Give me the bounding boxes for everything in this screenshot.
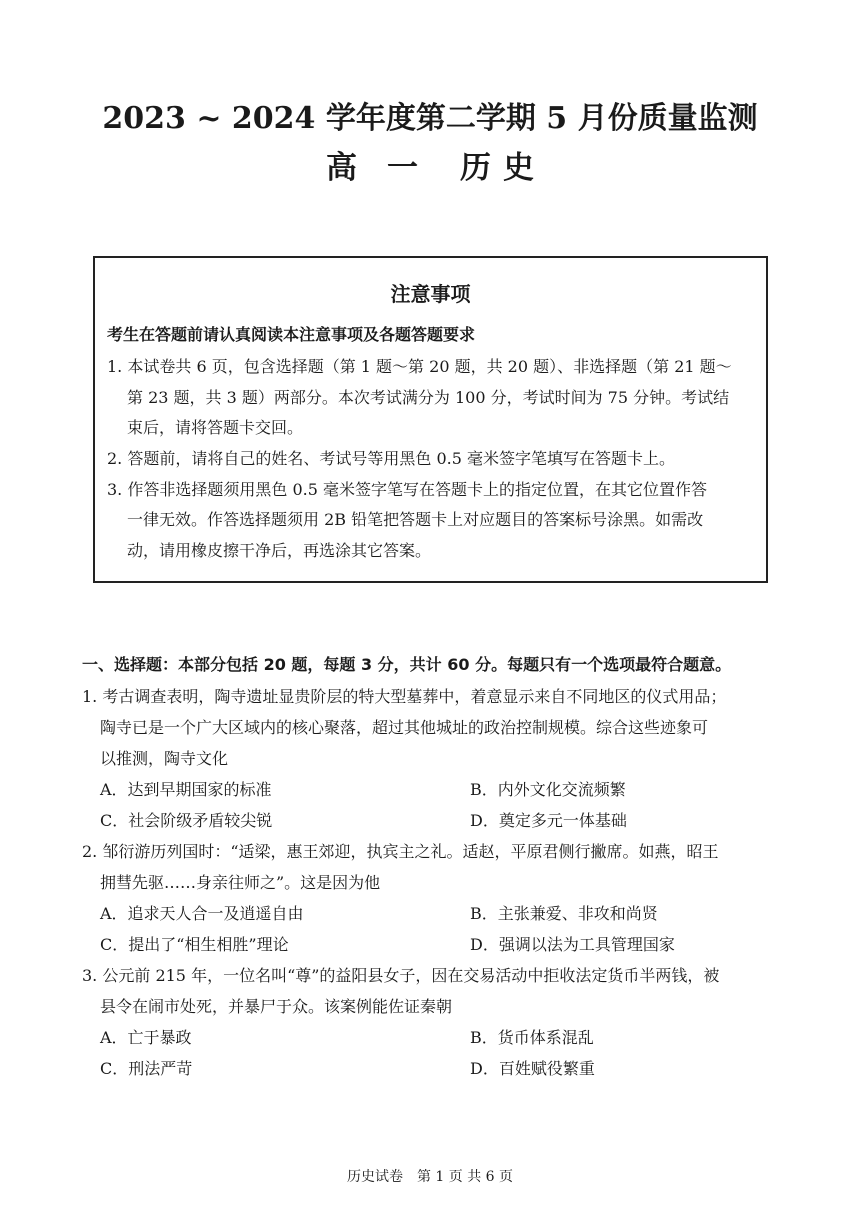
notice-box (93, 256, 768, 583)
question-2-option-c: C．提出了“相生相胜”理论 (100, 935, 289, 954)
question-1-line-2: 陶寺已是一个广大区域内的核心聚落，超过其他城址的政治控制规模。综合这些迹象可 (100, 718, 709, 737)
exam-title: 2023 ~ 2024 学年度第二学期 5 月份质量监测 (102, 101, 758, 136)
question-2-option-a: A．追求天人合一及逍遥自由 (100, 904, 304, 923)
section-heading: 一、选择题：本部分包括 20 题，每题 3 分，共计 60 分。每题只有一个选项最符合题意。 (82, 655, 732, 674)
question-1-option-d: D．奠定多元一体基础 (470, 811, 627, 830)
notice-line-7: 动，请用橡皮擦干净后，再选涂其它答案。 (127, 541, 432, 560)
question-3-option-c: C．刑法严苛 (100, 1059, 193, 1078)
notice-line-5: 3. 作答非选择题须用黑色 0.5 毫米签字笔写在答题卡上的指定位置，在其它位置作答 (107, 480, 707, 499)
notice-line-1: 1. 本试卷共 6 页，包含选择题（第 1 题～第 20 题，共 20 题）、非选择题（第 21 题～ (107, 357, 732, 376)
question-1-option-b: B．内外文化交流频繁 (470, 780, 626, 799)
question-3-option-b: B．货币体系混乱 (470, 1028, 594, 1047)
question-3-option-a: A．亡于暴政 (100, 1028, 192, 1047)
notice-heading: 注意事项 (390, 282, 471, 306)
question-1-option-a: A．达到早期国家的标准 (100, 780, 272, 799)
notice-line-6: 一律无效。作答选择题须用 2B 铅笔把答题卡上对应题目的答案标号涂黑。如需改 (127, 510, 704, 529)
subtitle-char-1: 高 (326, 150, 357, 186)
question-2-option-b: B．主张兼爱、非攻和尚贤 (470, 904, 658, 923)
notice-line-4: 2. 答题前，请将自己的姓名、考试号等用黑色 0.5 毫米签字笔填写在答题卡上。 (107, 449, 675, 468)
notice-lead: 考生在答题前请认真阅读本注意事项及各题答题要求 (107, 325, 476, 344)
question-3-line-2: 县令在闹市处死，并暴尸于众。该案例能佐证秦朝 (100, 997, 453, 1016)
subtitle-char-2: 一 (387, 150, 418, 186)
notice-line-2: 第 23 题，共 3 题）两部分。本次考试满分为 100 分，考试时间为 75 分钟。考试结 (127, 388, 730, 407)
subtitle-char-3: 历 (460, 150, 491, 186)
question-1-line-1: 1. 考古调查表明，陶寺遗址显贵阶层的特大型墓葬中，着意显示来自不同地区的仪式用品； (82, 687, 727, 706)
question-3-line-1: 3. 公元前 215 年，一位名叫“尊”的益阳县女子，因在交易活动中拒收法定货币半两钱，被 (82, 966, 720, 985)
question-2-line-2: 拥彗先驱……身亲往师之”。这是因为他 (100, 873, 381, 892)
question-1-line-3: 以推测，陶寺文化 (100, 749, 229, 768)
question-2-option-d: D．强调以法为工具管理国家 (470, 935, 675, 954)
question-3-option-d: D．百姓赋役繁重 (470, 1059, 595, 1078)
question-1-option-c: C．社会阶级矛盾较尖锐 (100, 811, 273, 830)
subtitle-char-4: 史 (503, 150, 534, 186)
question-2-line-1: 2. 邹衍游历列国时：“适梁，惠王郊迎，执宾主之礼。适赵，平原君侧行撇席。如燕，昭王 (82, 842, 719, 861)
exam-subtitle (0, 142, 860, 187)
page-footer: 历史试卷 第 1 页 共 6 页 (346, 1169, 514, 1185)
notice-line-3: 束后，请将答题卡交回。 (127, 418, 304, 437)
